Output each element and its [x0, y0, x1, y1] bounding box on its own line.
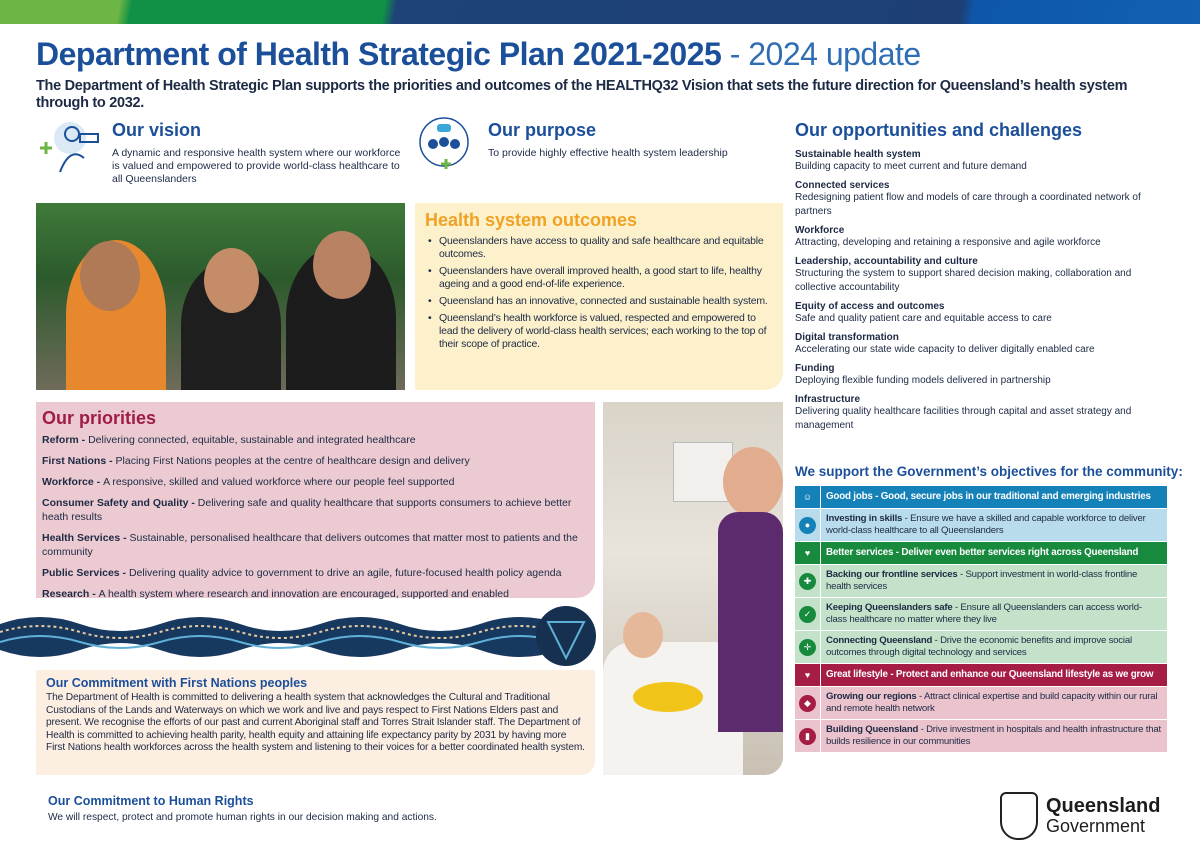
vision-section [112, 120, 402, 186]
priorities-heading: Our priorities [42, 408, 157, 428]
queensland-heart-icon: ♥ [795, 664, 821, 686]
opportunity-item: Leadership, accountability and culture Structuring the system to support shared decision making, collaboration and collective accountability [795, 256, 1132, 293]
purpose-section [488, 120, 778, 160]
human-rights-heading: Our Commitment to Human Rights [48, 794, 254, 808]
objective-row [795, 720, 1167, 753]
outcome-item: • Queenslanders have access to quality and safe healthcare and equitable outcomes. [425, 235, 773, 261]
priority-item: Consumer Safety and Quality - Delivering safe and quality healthcare that supports consumers to achieve better heath results [42, 497, 572, 523]
objective-text: Investing in skills - Ensure we have a skilled and capable workforce to deliver world-class healthcare to all Queenslanders [826, 513, 1146, 536]
nurse-patient-photo [603, 402, 783, 775]
top-banner [0, 0, 1200, 24]
human-rights-text: We will respect, protect and promote human rights in our decision making and actions. [48, 812, 437, 823]
priority-item: First Nations - Placing First Nations peoples at the centre of healthcare design and delivery [42, 455, 470, 467]
vision-heading: Our vision [112, 120, 202, 140]
objective-row [795, 664, 1167, 687]
objective-text: Good jobs - Good, secure jobs in our traditional and emerging industries [826, 491, 1151, 502]
purpose-heading: Our purpose [488, 120, 597, 140]
objectives-heading: We support the Government’s objectives for the community: [795, 464, 1183, 479]
staff-photo [36, 203, 405, 390]
objectives-table [795, 486, 1167, 753]
outcomes-heading: Health system outcomes [425, 210, 638, 230]
outcome-item: • Queensland has an innovative, connected and sustainable health system. [425, 295, 773, 308]
objective-row [795, 486, 1167, 509]
logo-line2: Government [1046, 816, 1146, 836]
first-nations-text: The Department of Health is committed to delivering a health system that acknowledges the Cultural and Traditional Custodians of the Lands and Waterways on which we work and live and pays respect to First Nations Elders past and present. We recognise the efforts of our past and current Aboriginal staff and Torres Strait Islander staff. The Department of Health is committed to achieving health parity, health equity and attaining life expectancy parity by 2031 by having more First Nations health workforces across the health system and listening to their voices for a better coordinated health system. [46, 692, 585, 753]
network-icon: ✛ [795, 631, 821, 663]
objective-row [795, 542, 1167, 565]
objective-row [795, 631, 1167, 664]
objective-text: Backing our frontline services - Support investment in world-class frontline health services [826, 569, 1138, 592]
objective-text: Building Queensland - Drive investment in hospitals and health infrastructure that builds resilience in our communities [826, 724, 1161, 747]
opportunity-item: Sustainable health system Building capacity to meet current and future demand [795, 149, 1027, 172]
priority-item: Research - A health system where research and innovation are encouraged, supported and enabled [42, 588, 509, 600]
logo-line1: Queensland [1046, 795, 1161, 817]
objective-row [795, 509, 1167, 542]
frontline-icon: ✚ [795, 565, 821, 597]
regions-icon: ◆ [795, 687, 821, 719]
priority-item: Workforce - A responsive, skilled and valued workforce where our people feel supported [42, 476, 455, 488]
first-nations-heading: Our Commitment with First Nations peoples [46, 676, 308, 690]
priority-item: Public Services - Delivering quality advice to government to drive an agile, future-focused health policy agenda [42, 567, 562, 579]
coat-of-arms-icon [1000, 792, 1038, 840]
page-subtitle: The Department of Health Strategic Plan supports the priorities and outcomes of the HEALTHQ32 Vision that sets the future direction for Queensland’s health system through to 2032. [36, 78, 1128, 111]
growth-chart-icon: ▮ [795, 720, 821, 752]
vision-icon [36, 114, 102, 176]
objective-row [795, 565, 1167, 598]
priority-item: Health Services - Sustainable, personalised healthcare that delivers outcomes that matter most to patients and the community [42, 532, 578, 558]
priority-item: Reform - Delivering connected, equitable, sustainable and integrated healthcare [42, 434, 416, 446]
purpose-icon [413, 114, 475, 176]
objective-text: Connecting Queensland - Drive the economic benefits and improve social outcomes through digital technology and services [826, 635, 1132, 658]
our-priorities [36, 402, 595, 598]
objective-text: Great lifestyle - Protect and enhance our Queensland lifestyle as we grow [826, 669, 1154, 680]
opportunity-item: Infrastructure Delivering quality healthcare facilities through capital and asset strategy and management [795, 394, 1132, 431]
human-rights-commitment [48, 794, 437, 823]
opportunities-section [795, 120, 1170, 433]
objective-row [795, 598, 1167, 631]
shield-check-icon: ✓ [795, 598, 821, 630]
vision-text: A dynamic and responsive health system where our workforce is valued and empowered to provide world-class healthcare to all Queenslanders [112, 147, 401, 185]
opportunity-item: Funding Deploying flexible funding models delivered in partnership [795, 363, 1051, 386]
queensland-government-logo [1000, 792, 1160, 840]
objective-row [795, 687, 1167, 720]
update-label: - 2024 update [721, 36, 921, 72]
opportunity-item: Equity of access and outcomes Safe and quality patient care and equitable access to care [795, 301, 1052, 324]
outcome-item: • Queenslanders have overall improved health, a good start to life, healthy ageing and a good end-of-life experience. [425, 265, 773, 291]
outcome-item: • Queensland’s health workforce is valued, respected and empowered to lead the delivery of world-class health services; each working to the top of their scope of practice. [425, 312, 773, 351]
first-nations-artwork [0, 604, 600, 668]
health-system-outcomes [415, 203, 783, 390]
objective-text: Growing our regions - Attract clinical expertise and build capacity within our rural and remote health network [826, 691, 1158, 714]
hands-care-icon: ♥ [795, 542, 821, 564]
opportunity-item: Workforce Attracting, developing and retaining a responsive and agile workforce [795, 225, 1101, 248]
first-nations-commitment [36, 670, 595, 775]
opportunity-item: Digital transformation Accelerating our state wide capacity to deliver digitally enabled care [795, 332, 1095, 355]
opportunities-heading: Our opportunities and challenges [795, 120, 1083, 140]
purpose-text: To provide highly effective health system leadership [488, 147, 728, 159]
people-icon: ☺ [795, 486, 821, 508]
objective-text: Better services - Deliver even better services right across Queensland [826, 547, 1139, 558]
opportunity-item: Connected services Redesigning patient flow and models of care through a coordinated network of partners [795, 180, 1141, 217]
skills-icon: ● [795, 509, 821, 541]
page-title: Department of Health Strategic Plan 2021-2025 - 2024 update [36, 36, 921, 72]
objective-text: Keeping Queenslanders safe - Ensure all Queenslanders can access world-class healthcare no matter where they live [826, 602, 1142, 625]
